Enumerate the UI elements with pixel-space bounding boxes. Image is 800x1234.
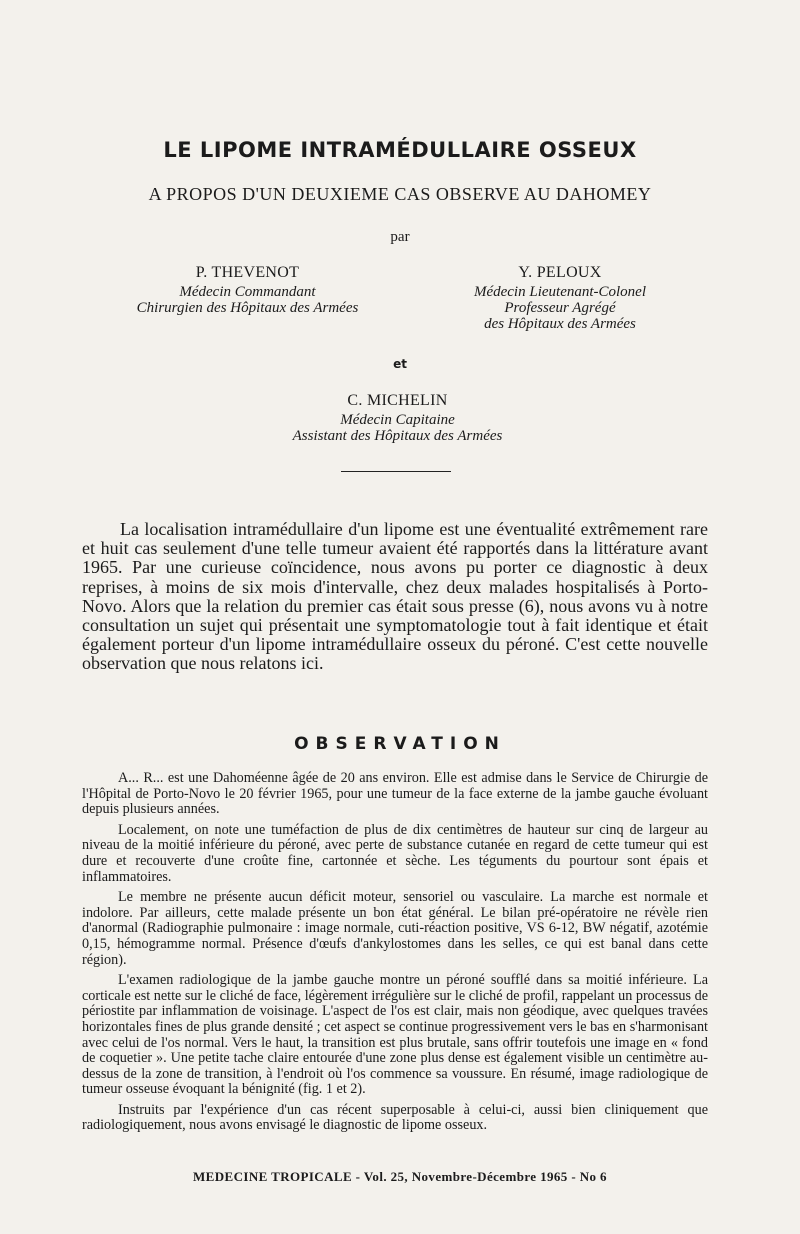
author-role: Chirurgien des Hôpitaux des Armées	[136, 300, 359, 316]
body-paragraph: L'examen radiologique de la jambe gauche montre un péroné soufflé dans sa moitié inférieure. La corticale est nette sur le cliché de face, légèrement irrégulière sur le cliché de profil, rappelant un processus de périostite par inflammation de voisinage. L'aspect de l'os est clair, mais non géodique, avec quelques travées horizontales fines de plus grande densité ; cet aspect se continue progressivement vers le bas en s'harmonisant avec celui de l'os normal. Vers le haut, la transition est plus brutale, sans offrir toutefois une image en « fond de coquetier ». Une petite tache claire entourée d'une zone plus dense est également visible un centimètre au-dessus de la zone de transition, à l'endroit où l'os commence sa voussure. En résumé, image radiologique de tumeur osseuse évoquant la bénignité (fig. 1 et 2).	[82, 972, 708, 1098]
author-role: des Hôpitaux des Armées	[484, 316, 636, 332]
author-role: Assistant des Hôpitaux des Armées	[292, 428, 503, 444]
observation-body	[82, 771, 708, 1139]
body-paragraph: Localement, on note une tuméfaction de plus de dix centimètres de hauteur sur cinq de largeur au niveau de la moitié inférieure du péroné, avec perte de substance cutanée en regard de cette tumeur qui est dure et recouverte d'une croûte fine, cartonnée et sèche. Les téguments du pourtour sont épais et inflammatoires.	[82, 821, 708, 885]
author-conjunction: et	[393, 357, 407, 371]
author-block-thevenot	[105, 265, 390, 316]
article-title: LE LIPOME INTRAMÉDULLAIRE OSSEUX	[163, 138, 637, 162]
author-block-peloux	[435, 265, 685, 332]
author-name: Y. PELOUX	[518, 264, 602, 281]
body-paragraph: Instruits par l'expérience d'un cas récent superposable à celui-ci, aussi bien cliniquement que radiologiquement, nous avons envisagé le diagnostic de lipome osseux.	[82, 1101, 708, 1134]
section-heading: OBSERVATION	[294, 734, 506, 754]
journal-footer: MEDECINE TROPICALE - Vol. 25, Novembre-Décembre 1965 - No 6	[193, 1169, 607, 1184]
separator-rule	[341, 471, 451, 472]
body-paragraph: A... R... est une Dahoméenne âgée de 20 ans environ. Elle est admise dans le Service de Chirurgie de l'Hôpital de Porto-Novo le 20 février 1965, pour une tumeur de la face externe de la jambe gauche évoluant depuis plusieurs années.	[82, 770, 708, 818]
intro-paragraph: La localisation intramédullaire d'un lipome est une éventualité extrêmement rare et huit cas seulement d'une telle tumeur avaient été rapportés dans la littérature avant 1965. Par une curieuse coïncidence, nous avons pu porter ce diagnostic à deux reprises, à moins de six mois d'intervalle, chez deux malades hospitalisés à Porto-Novo. Alors que la relation du premier cas était sous presse (6), nous avons vu à notre consultation un sujet qui présentait une symptomatologie tout à fait identique et était également porteur d'un lipome intramédullaire osseux du péroné. C'est cette nouvelle observation que nous relatons ici.	[82, 519, 708, 674]
by-line: par	[390, 229, 410, 245]
author-role: Médecin Lieutenant-Colonel	[473, 284, 647, 300]
author-block-michelin	[255, 393, 540, 444]
author-name: C. MICHELIN	[347, 392, 448, 409]
body-paragraph: Le membre ne présente aucun déficit moteur, sensoriel ou vasculaire. La marche est normale et indolore. Par ailleurs, cette malade présente un bon état général. Le bilan pré-opératoire ne révèle rien d'anormal (Radiographie pulmonaire : image normale, cuti-réaction positive, VS 6-12, BW négatif, azotémie 0,15, hémogramme normal. Présence d'œufs d'ankylostomes dans les selles, ce qui est banal dans cette région).	[82, 889, 708, 968]
author-role: Médecin Commandant	[179, 284, 316, 300]
author-name: P. THEVENOT	[195, 264, 300, 281]
article-subtitle: A PROPOS D'UN DEUXIEME CAS OBSERVE AU DAHOMEY	[148, 184, 652, 204]
author-role: Médecin Capitaine	[340, 412, 455, 428]
author-role: Professeur Agrégé	[504, 300, 616, 316]
